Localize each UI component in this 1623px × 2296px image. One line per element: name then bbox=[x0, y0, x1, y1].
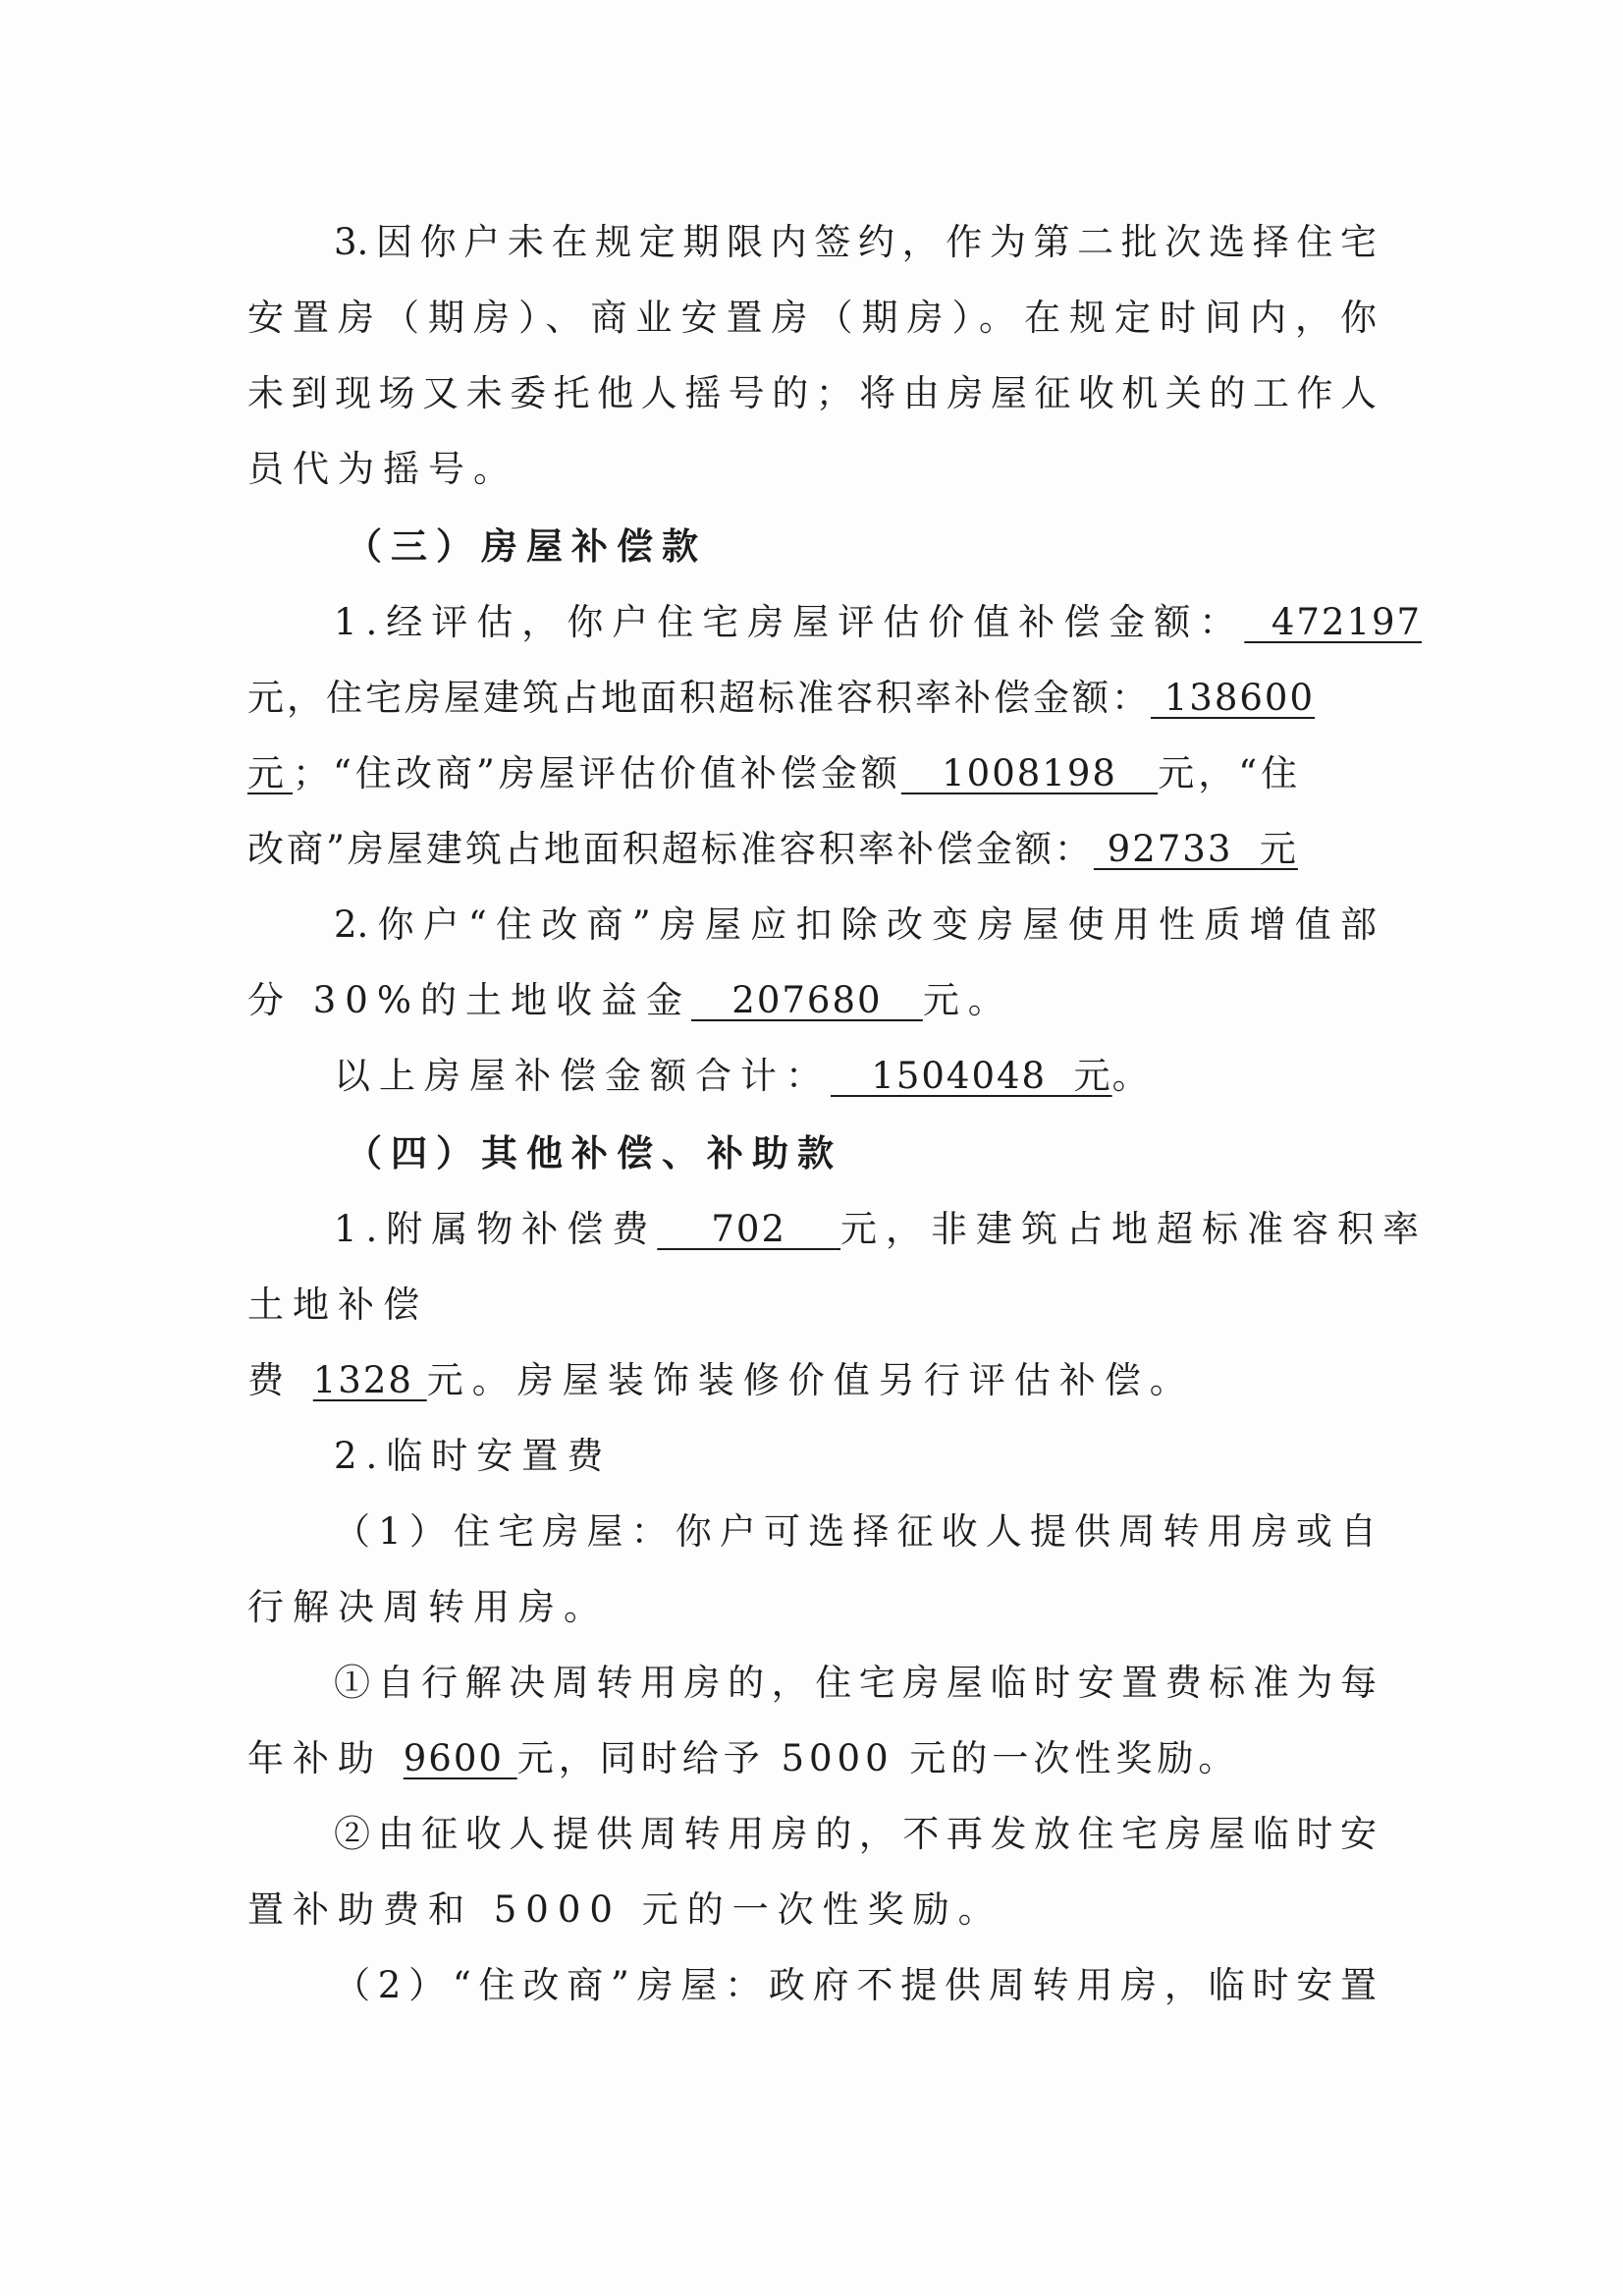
paragraph-line: （1）住宅房屋：你户可选择征收人提供周转用房或自 bbox=[334, 1510, 1377, 1553]
paragraph-line: 置补助费和 5000 元的一次性奖励。 bbox=[247, 1888, 1003, 1931]
paragraph-line bbox=[334, 1206, 1429, 1253]
section-heading: （三）房屋补偿款 bbox=[346, 524, 707, 568]
paragraph-line: 3.因你户未在规定期限内签约，作为第二批次选择住宅 bbox=[334, 221, 1377, 263]
amount-field: 9600 bbox=[403, 1737, 517, 1779]
text-run: 元。 bbox=[922, 979, 1013, 1021]
amount-field: 1504048 元 bbox=[831, 1055, 1112, 1097]
paragraph-line: 行解决周转用房。 bbox=[247, 1586, 609, 1628]
paragraph-line: 未到现场又未委托他人摇号的；将由房屋征收机关的工作人 bbox=[247, 372, 1377, 414]
text-run: ；“住改商”房屋评估价值补偿金额 bbox=[293, 752, 901, 794]
amount-field: 472197 bbox=[1244, 601, 1423, 643]
paragraph-line: 土地补偿 bbox=[247, 1284, 428, 1326]
paragraph-line bbox=[247, 977, 1377, 1024]
text-run: 1.经评估，你户住宅房屋评估价值补偿金额： bbox=[334, 601, 1245, 643]
paragraph-line bbox=[334, 599, 1423, 646]
text-run: 年补助 bbox=[247, 1737, 404, 1779]
paragraph-line bbox=[247, 1735, 1377, 1782]
text-run: 元，非建筑占地超标准容积率 bbox=[840, 1208, 1429, 1250]
amount-field: 207680 bbox=[691, 979, 923, 1021]
text-run: 。 bbox=[1111, 1055, 1158, 1097]
paragraph-line: （2）“住改商”房屋：政府不提供周转用房，临时安置 bbox=[334, 1964, 1377, 2006]
amount-field: 92733 元 bbox=[1093, 828, 1298, 870]
paragraph-line: ②由征收人提供周转用房的，不再发放住宅房屋临时安 bbox=[334, 1813, 1377, 1855]
amount-field: 1328 bbox=[312, 1359, 427, 1401]
text-run: 以上房屋补偿金额合计： bbox=[334, 1055, 831, 1097]
amount-field: 138600 bbox=[1151, 677, 1316, 719]
paragraph-line bbox=[247, 675, 1377, 722]
paragraph-line: 员代为摇号。 bbox=[247, 448, 518, 490]
amount-field: 702 bbox=[657, 1208, 841, 1250]
text-run: 元，住宅房屋建筑占地面积超标准容积率补偿金额： bbox=[247, 677, 1151, 719]
text-run: 元 bbox=[247, 752, 293, 794]
section-heading: （四）其他补偿、补助款 bbox=[346, 1131, 842, 1175]
text-run: 分 30%的土地收益金 bbox=[247, 979, 691, 1021]
text-run: 元，“住 bbox=[1158, 752, 1302, 794]
paragraph-line bbox=[247, 750, 1377, 797]
paragraph-line bbox=[334, 1053, 1377, 1100]
text-run: 元。房屋装饰装修价值另行评估补偿。 bbox=[426, 1359, 1195, 1401]
paragraph-line: ①自行解决周转用房的，住宅房屋临时安置费标准为每 bbox=[334, 1662, 1377, 1704]
paragraph-line: 2.临时安置费 bbox=[334, 1435, 613, 1477]
text-run: 改商”房屋建筑占地面积超标准容积率补偿金额： bbox=[247, 828, 1094, 870]
paragraph-line: 2.你户“住改商”房屋应扣除改变房屋使用性质增值部 bbox=[334, 903, 1377, 946]
text-run: 1.附属物补偿费 bbox=[334, 1208, 658, 1250]
paragraph-line bbox=[247, 1357, 1377, 1404]
amount-field: 1008198 bbox=[900, 752, 1159, 794]
paragraph-line: 安置房（期房）、商业安置房（期房）。在规定时间内，你 bbox=[247, 297, 1377, 339]
text-run: 元，同时给予 5000 元的一次性奖励。 bbox=[516, 1737, 1240, 1779]
text-run: 费 bbox=[247, 1359, 313, 1401]
paragraph-line bbox=[247, 826, 1377, 873]
